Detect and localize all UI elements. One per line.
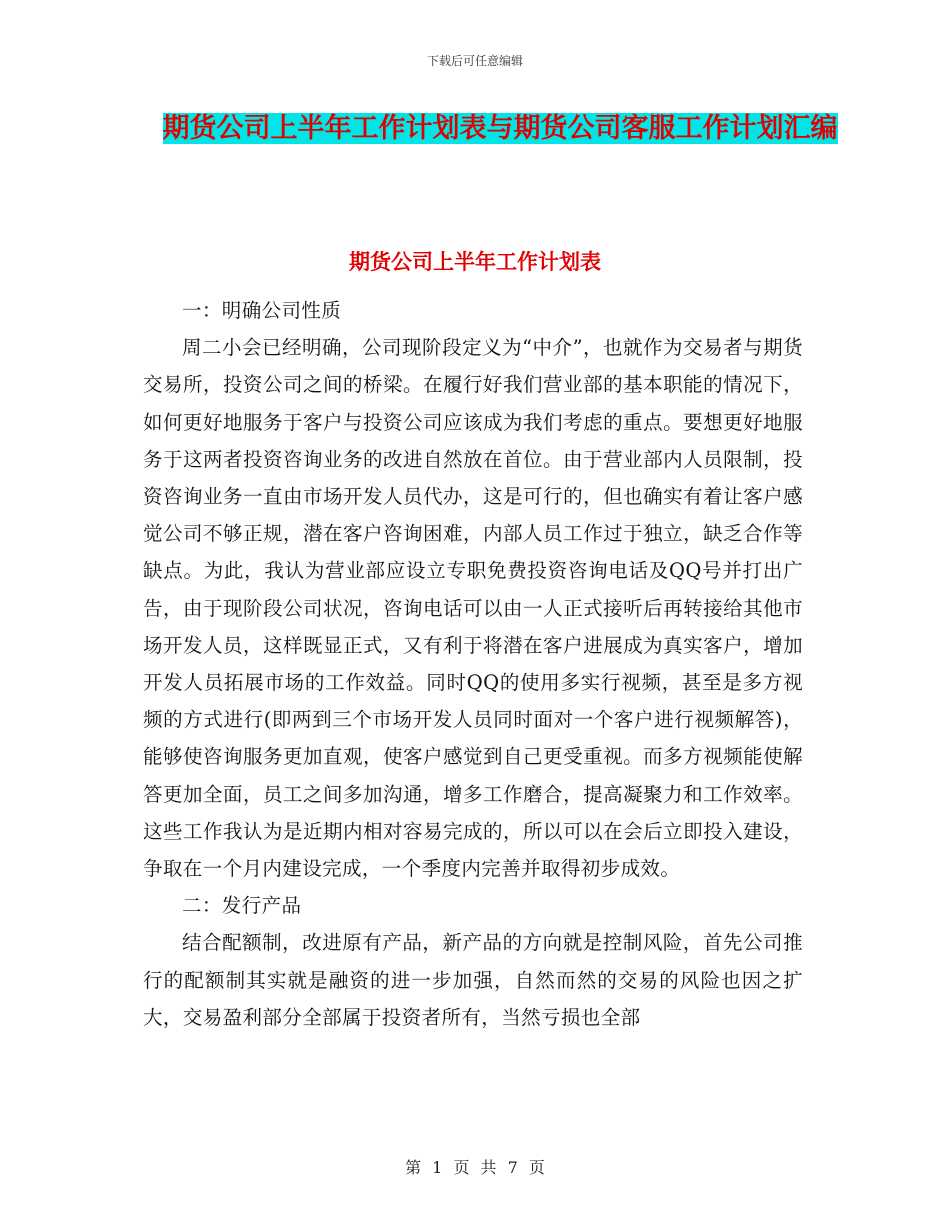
section-heading-2: 二：发行产品	[182, 894, 302, 918]
page-header-note: 下载后可任意编辑	[426, 54, 523, 68]
paragraph-2: 结合配额制，改进原有产品，新产品的方向就是控制风险，首先公司推行的配额制其实就是融资的进一步加强，自然而然的交易的风险也因之扩大，交易盈利部分全部属于投资者所有，当然亏损也全部	[143, 931, 803, 1029]
document-title-text: 期货公司上半年工作计划表与期货公司客服工作计划汇编	[162, 113, 838, 144]
section-title: 期货公司上半年工作计划表	[349, 250, 601, 274]
paragraph-1: 周二小会已经明确，公司现阶段定义为“中介”，也就作为交易者与期货交易所，投资公司之间的桥梁。在履行好我们营业部的基本职能的情况下，如何更好地服务于客户与投资公司应该成为我们考虑的重点。要想更好地服务于这两者投资咨询业务的改进自然放在首位。由于营业部内人员限制，投资咨询业务一直由市场开发人员代办，这是可行的，但也确实有着让客户感觉公司不够正规，潜在客户咨询困难，内部人员工作过于独立，缺乏合作等缺点。为此，我认为营业部应设立专职免费投资咨询电话及QQ号并打出广告，由于现阶段公司状况，咨询电话可以由一人正式接听后再转接给其他市场开发人员，这样既显正式，又有利于将潜在客户进展成为真实客户，增加开发人员拓展市场的工作效益。同时QQ的使用多实行视频，甚至是多方视频的方式进行(即两到三个市场开发人员同时面对一个客户进行视频解答)，能够使咨询服务更加直观，使客户感觉到自己更受重视。而多方视频能使解答更加全面，员工之间多加沟通，增多工作磨合，提高凝聚力和工作效率。这些工作我认为是近期内相对容易完成的，所以可以在会后立即投入建设，争取在一个月内建设完成，一个季度内完善并取得初步成效。	[143, 336, 803, 881]
section-heading-1: 一：明确公司性质	[182, 299, 342, 322]
document-title	[140, 106, 860, 152]
document-body	[143, 292, 803, 1036]
page-number: 第 1 页 共 7 页	[405, 1158, 545, 1177]
